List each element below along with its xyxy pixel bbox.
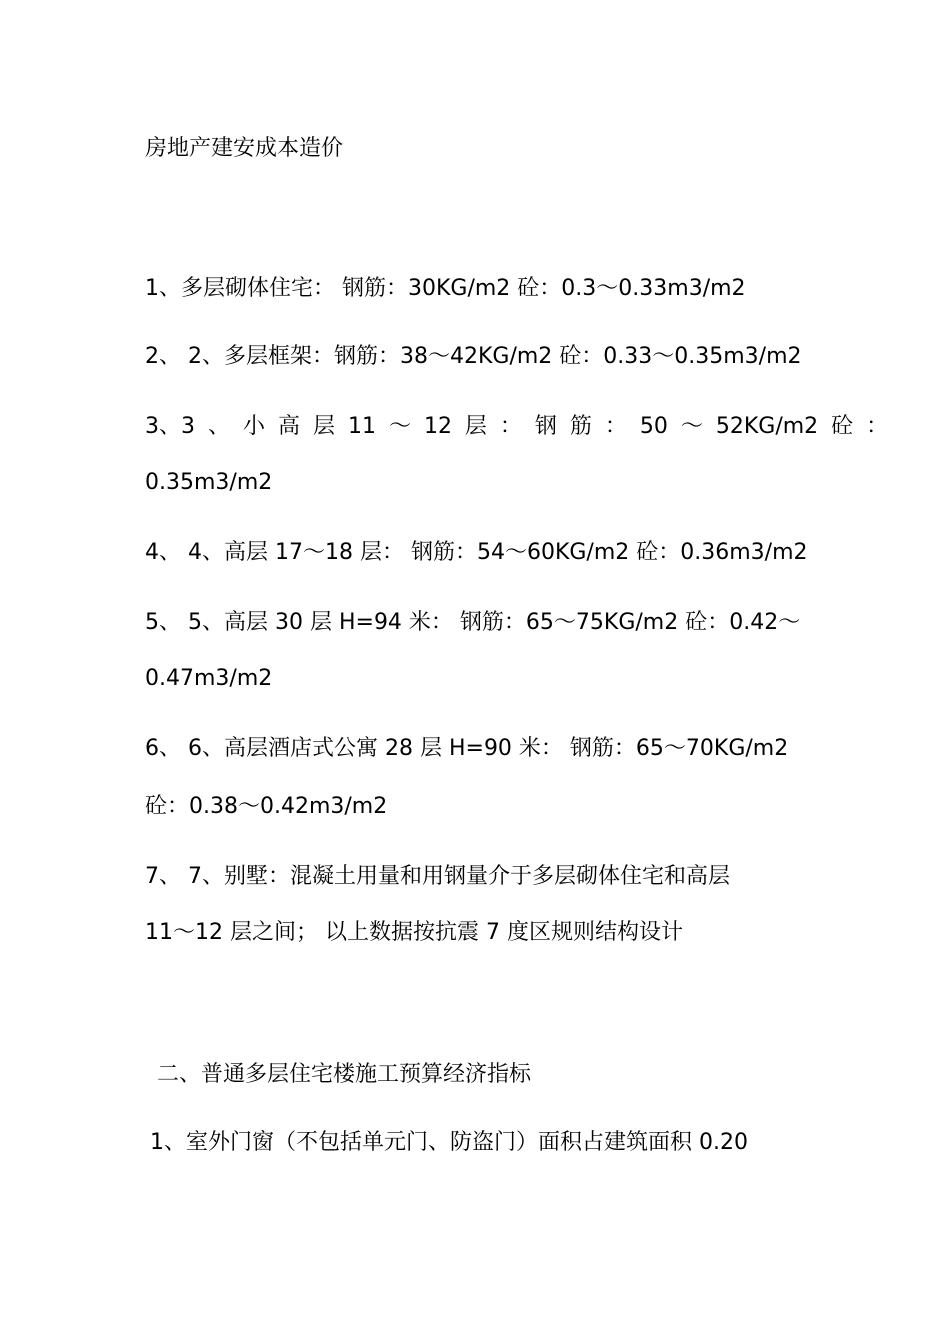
item-2-multistory-frame: 2、 2、多层框架：钢筋：38～42KG/m2 砼：0.33～0.35m3/m2 <box>145 344 802 369</box>
item-5-continuation: 0.47m3/m2 <box>145 666 273 691</box>
item-6-hotel-apartment: 6、 6、高层酒店式公寓 28 层 H=90 米： 钢筋：65～70KG/m2 <box>145 736 789 761</box>
item-1-multistory-masonry: 1、多层砌体住宅： 钢筋：30KG/m2 砼：0.3～0.33m3/m2 <box>145 276 746 301</box>
document-title: 房地产建安成本造价 <box>145 136 344 161</box>
item-5-highrise-30: 5、 5、高层 30 层 H=94 米： 钢筋：65～75KG/m2 砼：0.42～ <box>145 610 801 635</box>
item-3-small-highrise: 3、3 、 小 高 层 11 ～ 12 层 ： 钢 筋 ： 50 ～ 52KG/m2 砼 ： <box>145 414 889 439</box>
item-7-villa: 7、 7、别墅：混凝土用量和用钢量介于多层砌体住宅和高层 <box>145 864 730 889</box>
item-4-highrise-17-18: 4、 4、高层 17～18 层： 钢筋：54～60KG/m2 砼：0.36m3/m2 <box>145 540 808 565</box>
section-2-item-1: 1、室外门窗（不包括单元门、防盗门）面积占建筑面积 0.20 <box>150 1130 748 1155</box>
item-3-continuation: 0.35m3/m2 <box>145 470 273 495</box>
section-2-title: 二、普通多层住宅楼施工预算经济指标 <box>157 1062 532 1087</box>
item-7-continuation: 11～12 层之间； 以上数据按抗震 7 度区规则结构设计 <box>145 920 683 945</box>
item-6-continuation: 砼：0.38～0.42m3/m2 <box>145 794 388 819</box>
